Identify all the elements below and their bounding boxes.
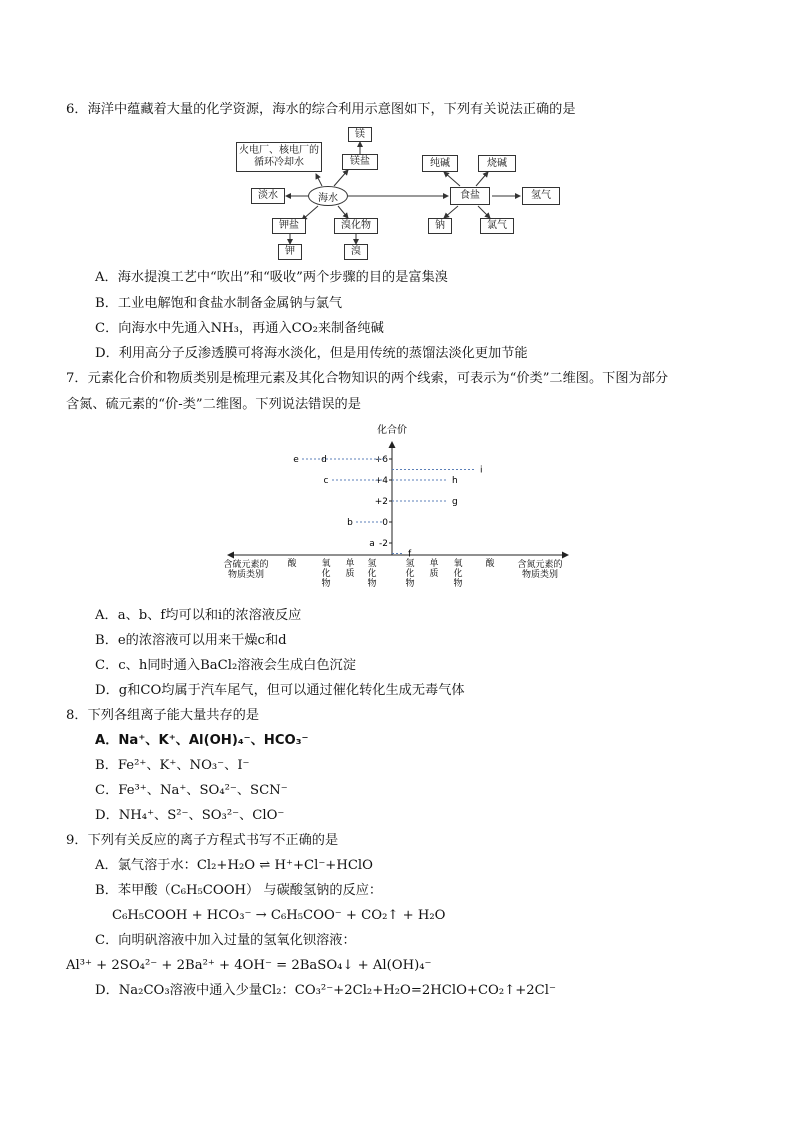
point-g: g [452, 497, 458, 507]
y-axis-title: 化合价 [377, 425, 407, 436]
category-label: 化 [453, 569, 463, 579]
q6-option-a: A．海水提溴工艺中“吹出”和“吸收”两个步骤的目的是富集溴 [95, 270, 448, 285]
y-tick-label: -2 [379, 539, 388, 549]
category-label: 氢 [405, 559, 415, 569]
category-label: 氧 [453, 559, 463, 569]
category-label: 化 [321, 569, 331, 579]
q7-option-a: A．a、b、f均可以和i的浓溶液反应 [95, 608, 302, 623]
y-tick-label: +4 [374, 476, 388, 486]
cl2-box: 氯气 [480, 218, 514, 234]
q9-option-a: A．氯气溶于水：Cl₂+H₂O ⇌ H⁺+Cl⁻+HClO [95, 858, 373, 873]
q8-option-a: A．Na⁺、K⁺、Al(OH)₄⁻、HCO₃⁻ [95, 733, 309, 748]
category-label: 酸 [485, 559, 495, 569]
br-box: 溴 [344, 244, 368, 260]
plant-box: 火电厂、核电厂的循环冷却水 [236, 142, 322, 172]
point-f: f [408, 549, 412, 560]
valence-class-chart [222, 420, 582, 595]
point-a: a [369, 539, 375, 549]
q8-option-c: C．Fe³⁺、Na⁺、SO₄²⁻、SCN⁻ [95, 783, 288, 798]
q6-option-c: C．向海水中先通入NH₃，再通入CO₂来制备纯碱 [95, 321, 384, 336]
q9-option-c: C．向明矾溶液中加入过量的氢氧化钡溶液： [95, 933, 356, 948]
category-label: 物 [367, 579, 377, 589]
q9-stem: 9．下列有关反应的离子方程式书写不正确的是 [66, 833, 339, 848]
y-tick-label: +2 [374, 497, 388, 507]
right-axis-label: 含氮元素的物质类别 [517, 560, 563, 580]
na-box: 钠 [428, 218, 452, 234]
q7-option-b: B．e的浓溶液可以用来干燥c和d [95, 633, 287, 648]
category-label: 氢 [367, 559, 377, 569]
q8-option-d: D．NH₄⁺、S²⁻、SO₃²⁻、ClO⁻ [95, 808, 285, 823]
point-c: c [323, 476, 329, 486]
seawater-ellipse: 海水 [308, 186, 348, 206]
soda-ash-box: 纯碱 [422, 155, 458, 172]
q7-option-d: D．g和CO均属于汽车尾气，但可以通过催化转化生成无毒气体 [95, 683, 465, 698]
q8-stem: 8．下列各组离子能大量共存的是 [66, 708, 260, 723]
q9-option-d: D．Na₂CO₃溶液中通入少量Cl₂：CO₃²⁻+2Cl₂+H₂O=2HClO+CO₂↑+2Cl⁻ [95, 983, 556, 998]
k-box: 钾 [278, 244, 302, 260]
fresh-water-box: 淡水 [251, 188, 285, 204]
category-label: 质 [345, 569, 355, 579]
mg-salt-box: 镁盐 [342, 154, 378, 170]
salt-box: 食盐 [450, 187, 490, 205]
category-label: 化 [405, 569, 415, 579]
mg-box: 镁 [348, 127, 372, 142]
q6-stem: 6．海洋中蕴藏着大量的化学资源，海水的综合利用示意图如下，下列有关说法正确的是 [66, 102, 576, 117]
category-label: 单 [345, 559, 355, 569]
seawater-diagram [230, 124, 570, 264]
category-label: 物 [321, 579, 331, 589]
q7-option-c: C．c、h同时通入BaCl₂溶液会生成白色沉淀 [95, 658, 356, 673]
q7-stem-line1: 7．元素化合价和物质类别是梳理元素及其化合物知识的两个线索，可表示为“价类”二维图。下图为部分 [66, 371, 669, 386]
point-h: h [452, 476, 458, 486]
k-salt-box: 钾盐 [272, 218, 306, 234]
category-label: 质 [429, 569, 439, 579]
q8-option-b: B．Fe²⁺、K⁺、NO₃⁻、I⁻ [95, 758, 250, 773]
category-label: 酸 [287, 559, 297, 569]
left-axis-label: 含硫元素的物质类别 [223, 560, 269, 580]
bromide-box: 溴化物 [334, 218, 378, 234]
q6-option-b: B．工业电解饱和食盐水制备金属钠与氯气 [95, 296, 343, 311]
y-tick-label: +6 [374, 455, 388, 465]
point-e: e [293, 455, 299, 465]
category-label: 单 [429, 559, 439, 569]
q9-option-c-equation: Al³⁺ + 2SO₄²⁻ + 2Ba²⁺ + 4OH⁻ = 2BaSO₄↓ + Al(OH)₄⁻ [66, 958, 432, 973]
q6-option-d: D．利用高分子反渗透膜可将海水淡化，但是用传统的蒸馏法淡化更加节能 [95, 346, 528, 361]
point-b: b [347, 518, 353, 528]
category-label: 氧 [321, 559, 331, 569]
y-tick-label: 0 [382, 518, 388, 528]
q7-stem-line2: 含氮、硫元素的“价-类”二维图。下列说法错误的是 [66, 397, 361, 412]
category-label: 化 [367, 569, 377, 579]
category-label: 物 [405, 579, 415, 589]
hydrogen-box: 氢气 [522, 187, 560, 205]
category-label: 物 [453, 579, 463, 589]
caustic-soda-box: 烧碱 [478, 155, 516, 172]
q9-option-b-equation: C₆H₅COOH + HCO₃⁻ → C₆H₅COO⁻ + CO₂↑ + H₂O [112, 908, 446, 923]
point-d: d [321, 455, 327, 465]
q9-option-b: B．苯甲酸（C₆H₅COOH） 与碳酸氢钠的反应： [95, 883, 383, 898]
point-i: i [480, 465, 483, 476]
